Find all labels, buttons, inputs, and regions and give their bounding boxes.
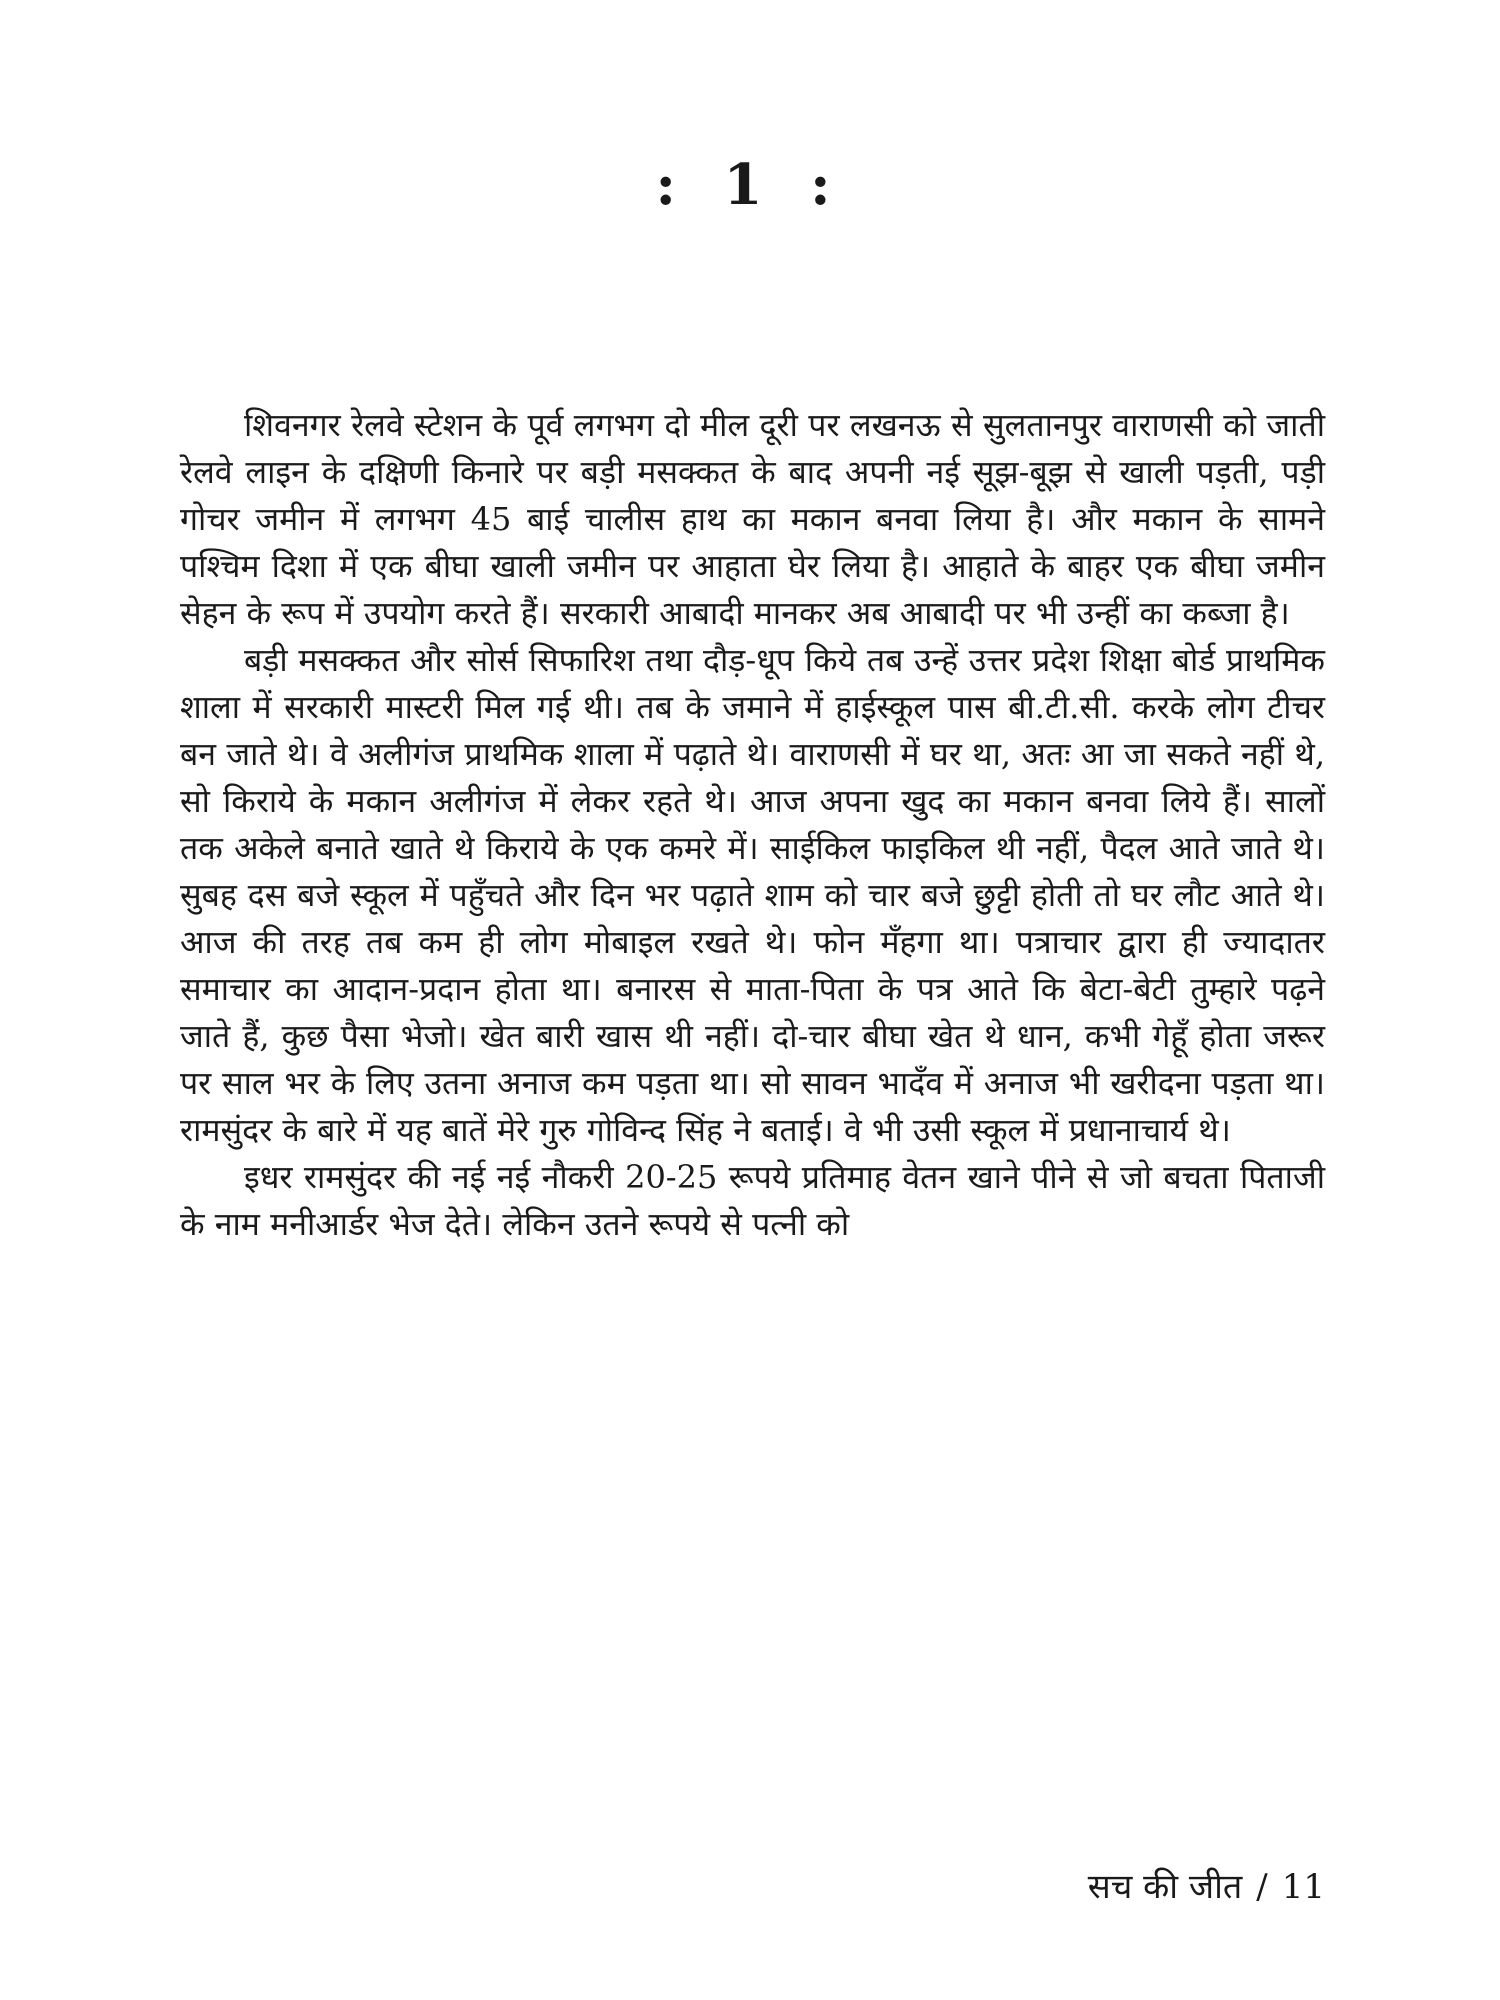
page-footer: [1088, 1865, 1325, 1909]
paragraph-3: इधर रामसुंदर की नई नई नौकरी 20-25 रूपये प्रतिमाह वेतन खाने पीने से जो बचता पिताजी के नाम मनीआर्डर भेज देते। लेकिन उतने रूपये से पत्नी को: [180, 1158, 1325, 1243]
paragraph-2: बड़ी मसक्कत और सोर्स सिफारिश तथा दौड़-धूप किये तब उन्हें उत्तर प्रदेश शिक्षा बोर्ड प्राथमिक शाला में सरकारी मास्टरी मिल गई थी। तब के जमाने में हाईस्कूल पास बी.टी.सी. करके लोग टीचर बन जाते थे। वे अलीगंज प्राथमिक शाला में पढ़ाते थे। वाराणसी में घर था, अतः आ जा सकते नहीं थे, सो किराये के मकान अलीगंज में लेकर रहते थे। आज अपना खुद का मकान बनवा लिये हैं। सालों तक अकेले बनाते खाते थे किराये के एक कमरे में। साईकिल फाइकिल थी नहीं, पैदल आते जाते थे। सुबह दस बजे स्कूल में पहुँचते और दिन भर पढ़ाते शाम को चार बजे छुट्टी होती तो घर लौट आते थे। आज की तरह तब कम ही लोग मोबाइल रखते थे। फोन मँहगा था। पत्राचार द्वारा ही ज्यादातर समाचार का आदान-प्रदान होता था। बनारस से माता-पिता के पत्र आते कि बेटा-बेटी तुम्हारे पढ़ने जाते हैं, कुछ पैसा भेजो। खेत बारी खास थी नहीं। दो-चार बीघा खेत थे धान, कभी गेहूँ होता जरूर पर साल भर के लिए उतना अनाज कम पड़ता था। सो सावन भादँव में अनाज भी खरीदना पड़ता था। रामसुंदर के बारे में यह बातें मेरे गुरु गोविन्द सिंह ने बताई। वे भी उसी स्कूल में प्रधानाचार्य थे।: [180, 641, 1325, 1149]
page-number: 11: [1281, 1867, 1325, 1907]
book-title: सच की जीत: [1087, 1867, 1243, 1907]
chapter-heading: : 1 :: [655, 152, 845, 218]
paragraph-1: शिवनगर रेलवे स्टेशन के पूर्व लगभग दो मील दूरी पर लखनऊ से सुलतानपुर वाराणसी को जाती रेलवे लाइन के दक्षिणी किनारे पर बड़ी मसक्कत के बाद अपनी नई सूझ-बूझ से खाली पड़ती, पड़ी गोचर जमीन में लगभग 45 बाई चालीस हाथ का मकान बनवा लिया है। और मकान के सामने पश्चिम दिशा में एक बीघा खाली जमीन पर आहाता घेर लिया है। आहाते के बाहर एक बीघा जमीन सेहन के रूप में उपयोग करते हैं। सरकारी आबादी मानकर अब आबादी पर भी उन्हीं का कब्जा है।: [180, 406, 1325, 632]
chapter-body: [180, 402, 1325, 1248]
footer-separator: /: [1256, 1867, 1268, 1907]
